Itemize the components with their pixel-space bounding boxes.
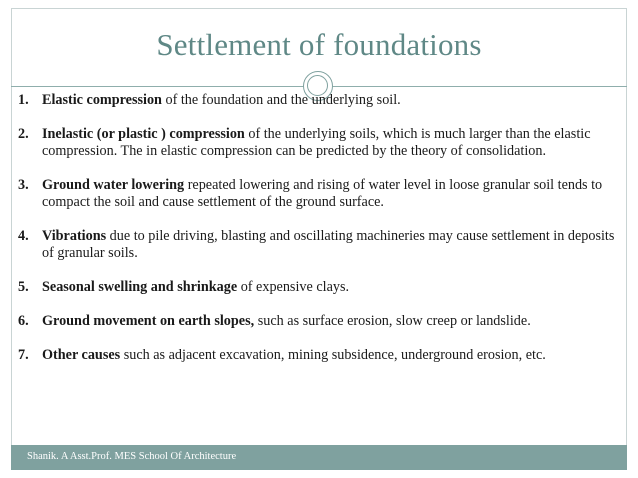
item-text: such as adjacent excavation, mining subsidence, underground erosion, etc. (120, 347, 546, 363)
item-number: 7. (18, 347, 29, 363)
item-text: of the foundation and the underlying soil. (161, 92, 401, 108)
item-number: 4. (18, 228, 29, 244)
item-heading: Elastic compression (42, 92, 162, 108)
item-number: 5. (18, 279, 29, 295)
list-item (18, 347, 628, 364)
list-item (18, 313, 628, 330)
item-text: of the underlying soils, which is much larger than the elastic compression. The in elastic compression can be predicted by the theory of consolidation. (42, 126, 591, 159)
list-item (18, 228, 628, 262)
list-item (18, 177, 628, 211)
list-item (18, 92, 628, 109)
item-number: 2. (18, 126, 29, 142)
item-text: of expensive clays. (237, 279, 350, 295)
item-heading: Vibrations (42, 228, 107, 244)
item-text: such as surface erosion, slow creep or landslide. (254, 313, 531, 329)
item-number: 1. (18, 92, 29, 108)
item-heading: Other causes (42, 347, 121, 363)
item-heading: Ground movement on earth slopes, (42, 313, 255, 329)
item-heading: Ground water lowering (42, 177, 185, 193)
item-number: 6. (18, 313, 29, 329)
item-text: due to pile driving, blasting and oscillating machineries may cause settlement in deposits of granular soils. (42, 228, 615, 261)
item-text: repeated lowering and rising of water level in loose granular soil tends to compact the soil and cause settlement of the ground surface. (42, 177, 603, 210)
list-item (18, 279, 628, 296)
item-heading: Inelastic (or plastic ) compression (42, 126, 245, 142)
footer-credit: Shanik. A Asst.Prof. MES School Of Architecture (27, 451, 237, 462)
list-item (18, 126, 628, 160)
causes-list (18, 92, 628, 381)
item-number: 3. (18, 177, 29, 193)
footer-bar (11, 445, 627, 470)
item-heading: Seasonal swelling and shrinkage (42, 279, 238, 295)
slide-title: Settlement of foundations (156, 27, 482, 62)
